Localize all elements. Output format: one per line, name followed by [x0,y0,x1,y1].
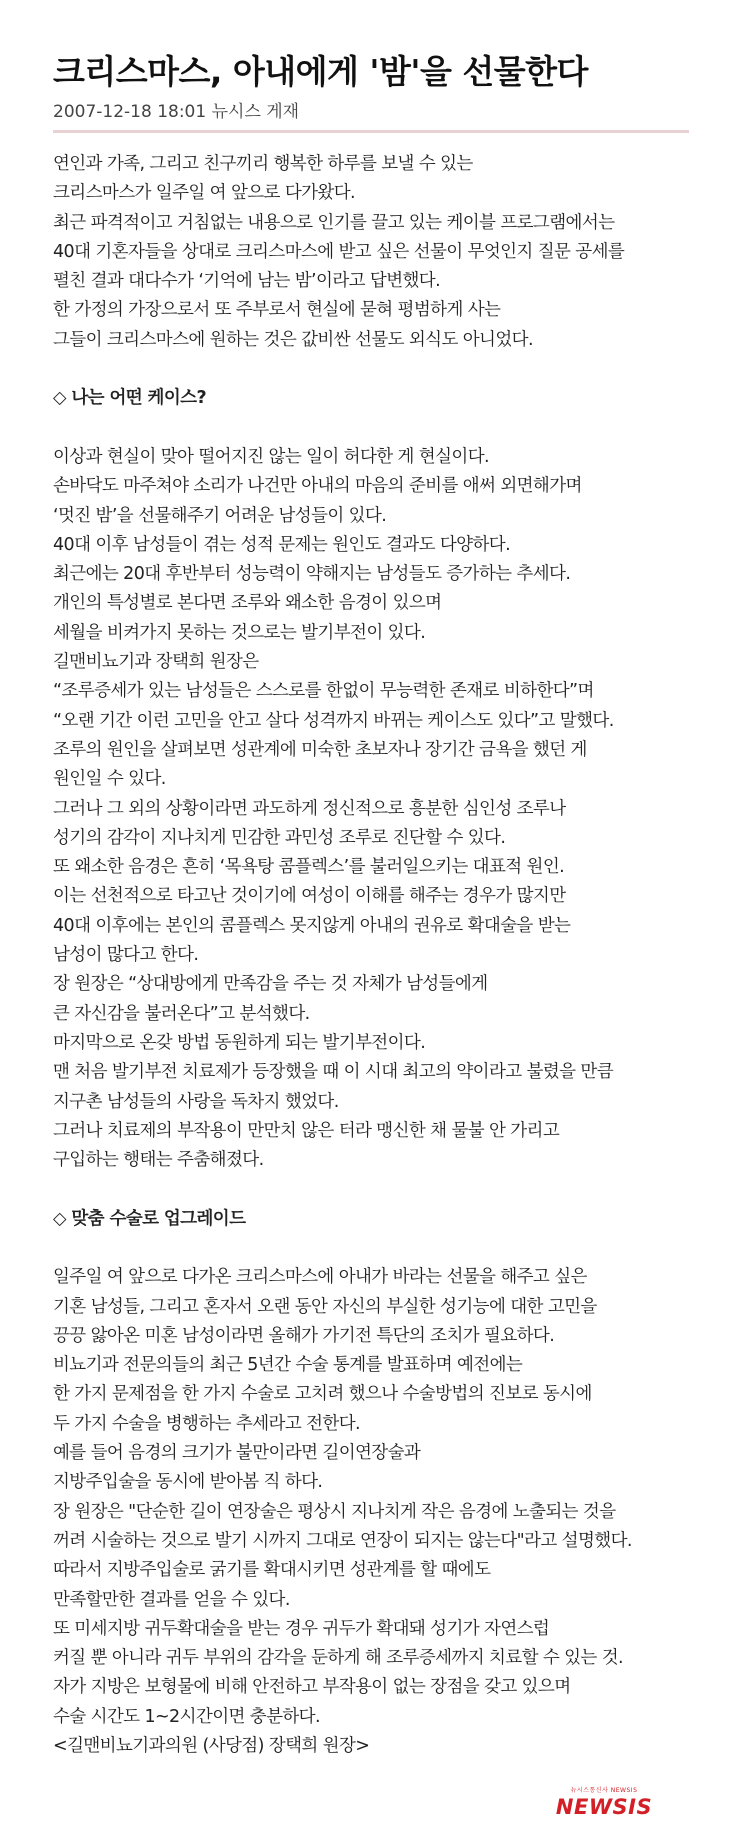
body-line: 구입하는 행태는 주춤해졌다. [53,1150,264,1171]
section-heading: ◇ 맞춤 수술로 업그레이드 [53,1208,246,1229]
body-line: 지방주입술을 동시에 받아봄 직 하다. [53,1472,323,1493]
body-line: 세월을 비켜가지 못하는 것으로는 발기부전이 있다. [53,622,426,643]
blank-line [53,1175,703,1204]
body-line: 한 가정의 가장으로서 또 주부로서 현실에 묻혀 평범하게 사는 [53,300,501,321]
body-line: 이는 선천적으로 타고난 것이기에 여성이 이해를 해주는 경우가 많지만 [53,886,566,907]
body-line: 지구촌 남성들의 사랑을 독차지 했었다. [53,1091,339,1112]
body-line: 펼친 결과 대다수가 ‘기억에 남는 밤’이라고 답변했다. [53,271,441,292]
body-line: 또 미세지방 귀두확대술을 받는 경우 귀두가 확대돼 성기가 자연스럽 [53,1618,550,1639]
body-line: 조루의 원인을 살펴보면 성관계에 미숙한 초보자나 장기간 금욕을 했던 게 [53,739,587,760]
article-meta: 2007-12-18 18:01 뉴시스 게재 [53,102,300,122]
section-heading: ◇ 나는 어떤 케이스? [53,388,207,409]
body-line: 장 원장은 "단순한 길이 연장술은 평상시 지나치게 작은 음경에 노출되는 것을 [53,1501,616,1522]
body-line: 이상과 현실이 맞아 떨어지진 않는 일이 허다한 게 현실이다. [53,446,489,467]
blank-line [53,1234,703,1263]
body-line: 크리스마스가 일주일 여 앞으로 다가왔다. [53,183,355,204]
body-line: 40대 기혼자들을 상대로 크리스마스에 받고 싶은 선물이 무엇인지 질문 공세를 [53,241,625,262]
body-line: 그러나 치료제의 부작용이 만만치 않은 터라 맹신한 채 물불 안 가리고 [53,1120,560,1141]
body-line: 일주일 여 앞으로 다가온 크리스마스에 아내가 바라는 선물을 해주고 싶은 [53,1267,587,1288]
body-line: 그러나 그 외의 상황이라면 과도하게 정신적으로 흥분한 심인성 조루나 [53,798,566,819]
body-line: 수술 시간도 1~2시간이면 충분하다. [53,1706,320,1727]
body-line: 비뇨기과 전문의들의 최근 5년간 수술 통계를 발표하며 예전에는 [53,1355,523,1376]
body-line: 기혼 남성들, 그리고 혼자서 오랜 동안 자신의 부실한 성기능에 대한 고민을 [53,1296,597,1317]
body-line: 예를 들어 음경의 크기가 불만이라면 길이연장술과 [53,1443,421,1464]
body-line: 한 가지 문제점을 한 가지 수술로 고치려 했으나 수술방법의 진보로 동시에 [53,1384,592,1405]
body-line: 장 원장은 “상대방에게 만족감을 주는 것 자체가 남성들에게 [53,974,488,995]
body-line: 원인일 수 있다. [53,769,166,790]
body-line: 최근에는 20대 후반부터 성능력이 약해지는 남성들도 증가하는 추세다. [53,564,571,585]
body-line: 자가 지방은 보형물에 비해 안전하고 부작용이 없는 장점을 갖고 있으며 [53,1677,571,1698]
logo-tagline: 뉴시스통신사 NEWSIS [570,1787,638,1794]
body-line: 따라서 지방주입술로 굵기를 확대시키면 성관계를 할 때에도 [53,1560,491,1581]
body-line: 최근 파격적이고 거침없는 내용으로 인기를 끌고 있는 케이블 프로그램에서는 [53,212,615,233]
article-title: 크리스마스, 아내에게 '밤'을 선물한다 [53,52,588,91]
body-line: 마지막으로 온갖 방법 동원하게 되는 발기부전이다. [53,1032,426,1053]
body-line: 성기의 감각이 지나치게 민감한 과민성 조루로 진단할 수 있다. [53,827,506,848]
body-line: <길맨비뇨기과의원 (사당점) 장택희 원장> [53,1736,370,1757]
body-line: 40대 이후에는 본인의 콤플렉스 못지않게 아내의 권유로 확대술을 받는 [53,915,571,936]
body-line: 두 가지 수술을 병행하는 추세라고 전한다. [53,1413,360,1434]
blank-line [53,414,703,443]
body-line: 개인의 특성별로 본다면 조루와 왜소한 음경이 있으며 [53,593,442,614]
body-line: 커질 뿐 아니라 귀두 부위의 감각을 둔하게 해 조루증세까지 치료할 수 있는 것. [53,1648,623,1669]
body-line: 연인과 가족, 그리고 친구끼리 행복한 하루를 보낼 수 있는 [53,154,473,174]
body-line: 맨 처음 발기부전 치료제가 등장했을 때 이 시대 최고의 약이라고 불렸을 만큼 [53,1062,614,1083]
logo-name: NEWSIS [555,1795,653,1819]
body-line: 40대 이후 남성들이 겪는 성적 문제는 원인도 결과도 다양하다. [53,534,511,555]
body-line: 손바닥도 마주쳐야 소리가 나건만 아내의 마음의 준비를 애써 외면해가며 [53,476,582,497]
body-line: 큰 자신감을 불러온다”고 분석했다. [53,1003,310,1024]
title-divider [53,130,689,133]
body-line: 꺼려 시술하는 것으로 발기 시까지 그대로 연장이 되지는 않는다"라고 설명했다. [53,1530,632,1551]
body-line: ‘멋진 밤’을 선물해주기 어려운 남성들이 있다. [53,505,387,526]
blank-line [53,355,703,384]
body-line: 그들이 크리스마스에 원하는 것은 값비싼 선물도 외식도 아니었다. [53,329,533,350]
body-line: “조루증세가 있는 남성들은 스스로를 한없이 무능력한 존재로 비하한다”며 [53,681,594,702]
body-line: 만족할만한 결과를 얻을 수 있다. [53,1589,290,1610]
newsis-logo [548,1786,660,1820]
body-line: 남성이 많다고 한다. [53,945,199,966]
body-line: 또 왜소한 음경은 흔히 ‘목욕탕 콤플렉스’를 불러일으키는 대표적 원인. [53,857,565,878]
article-body [53,150,703,1761]
body-line: 끙끙 앓아온 미혼 남성이라면 올해가 가기전 특단의 조치가 필요하다. [53,1325,555,1346]
body-line: 길맨비뇨기과 장택희 원장은 [53,652,259,673]
body-line: “오랜 기간 이런 고민을 안고 살다 성격까지 바뀌는 케이스도 있다”고 말했다. [53,710,614,731]
